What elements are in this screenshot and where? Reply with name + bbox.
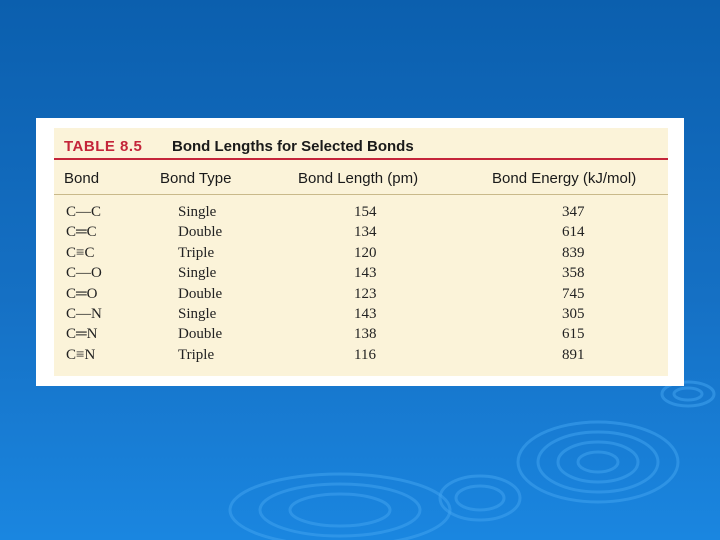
- cell-bond-length: 143: [354, 265, 377, 282]
- column-header-bond-length: Bond Length (pm): [298, 170, 419, 187]
- cell-bond-type: Single: [178, 204, 217, 220]
- table-card: [36, 118, 684, 386]
- cell-bond: C≡C: [66, 244, 95, 261]
- cell-bond-energy: 358: [562, 265, 585, 282]
- cell-bond: C—N: [66, 306, 102, 322]
- column-header-bond: Bond: [64, 170, 100, 187]
- cell-bond-type: Single: [178, 306, 217, 322]
- column-header-bond-type: Bond Type: [160, 170, 232, 187]
- cell-bond-type: Double: [178, 285, 223, 302]
- cell-bond-length: 123: [354, 285, 377, 302]
- cell-bond-length: 134: [354, 224, 377, 241]
- cell-bond-type: Single: [178, 265, 217, 282]
- cell-bond: C═N: [66, 326, 98, 343]
- cell-bond: C—C: [66, 204, 102, 220]
- table-number: TABLE 8.5: [64, 138, 143, 155]
- cell-bond: C═O: [66, 285, 98, 302]
- cell-bond-energy: 745: [562, 285, 585, 302]
- cell-bond-length: 154: [354, 204, 377, 220]
- cell-bond-type: Triple: [178, 244, 215, 261]
- cell-bond-length: 120: [354, 244, 377, 261]
- cell-bond-length: 138: [354, 326, 377, 343]
- cell-bond: C≡N: [66, 346, 96, 363]
- cell-bond-type: Triple: [178, 346, 215, 363]
- cell-bond-energy: 305: [562, 306, 585, 322]
- cell-bond-energy: 614: [562, 224, 585, 241]
- cell-bond-energy: 347: [562, 204, 585, 220]
- cell-bond-energy: 891: [562, 346, 585, 363]
- cell-bond-length: 116: [354, 346, 376, 363]
- cell-bond-energy: 839: [562, 244, 585, 261]
- cell-bond-energy: 615: [562, 326, 585, 343]
- table-panel: [54, 128, 668, 376]
- column-header-bond-energy: Bond Energy (kJ/mol): [492, 170, 637, 187]
- cell-bond-type: Double: [178, 326, 223, 343]
- cell-bond-length: 143: [354, 306, 377, 322]
- header-divider: [54, 194, 668, 195]
- cell-bond: C—O: [66, 265, 102, 282]
- cell-bond: C═C: [66, 224, 97, 241]
- cell-bond-type: Double: [178, 224, 223, 241]
- table-title: Bond Lengths for Selected Bonds: [172, 138, 414, 155]
- table-title-bar: [54, 134, 668, 160]
